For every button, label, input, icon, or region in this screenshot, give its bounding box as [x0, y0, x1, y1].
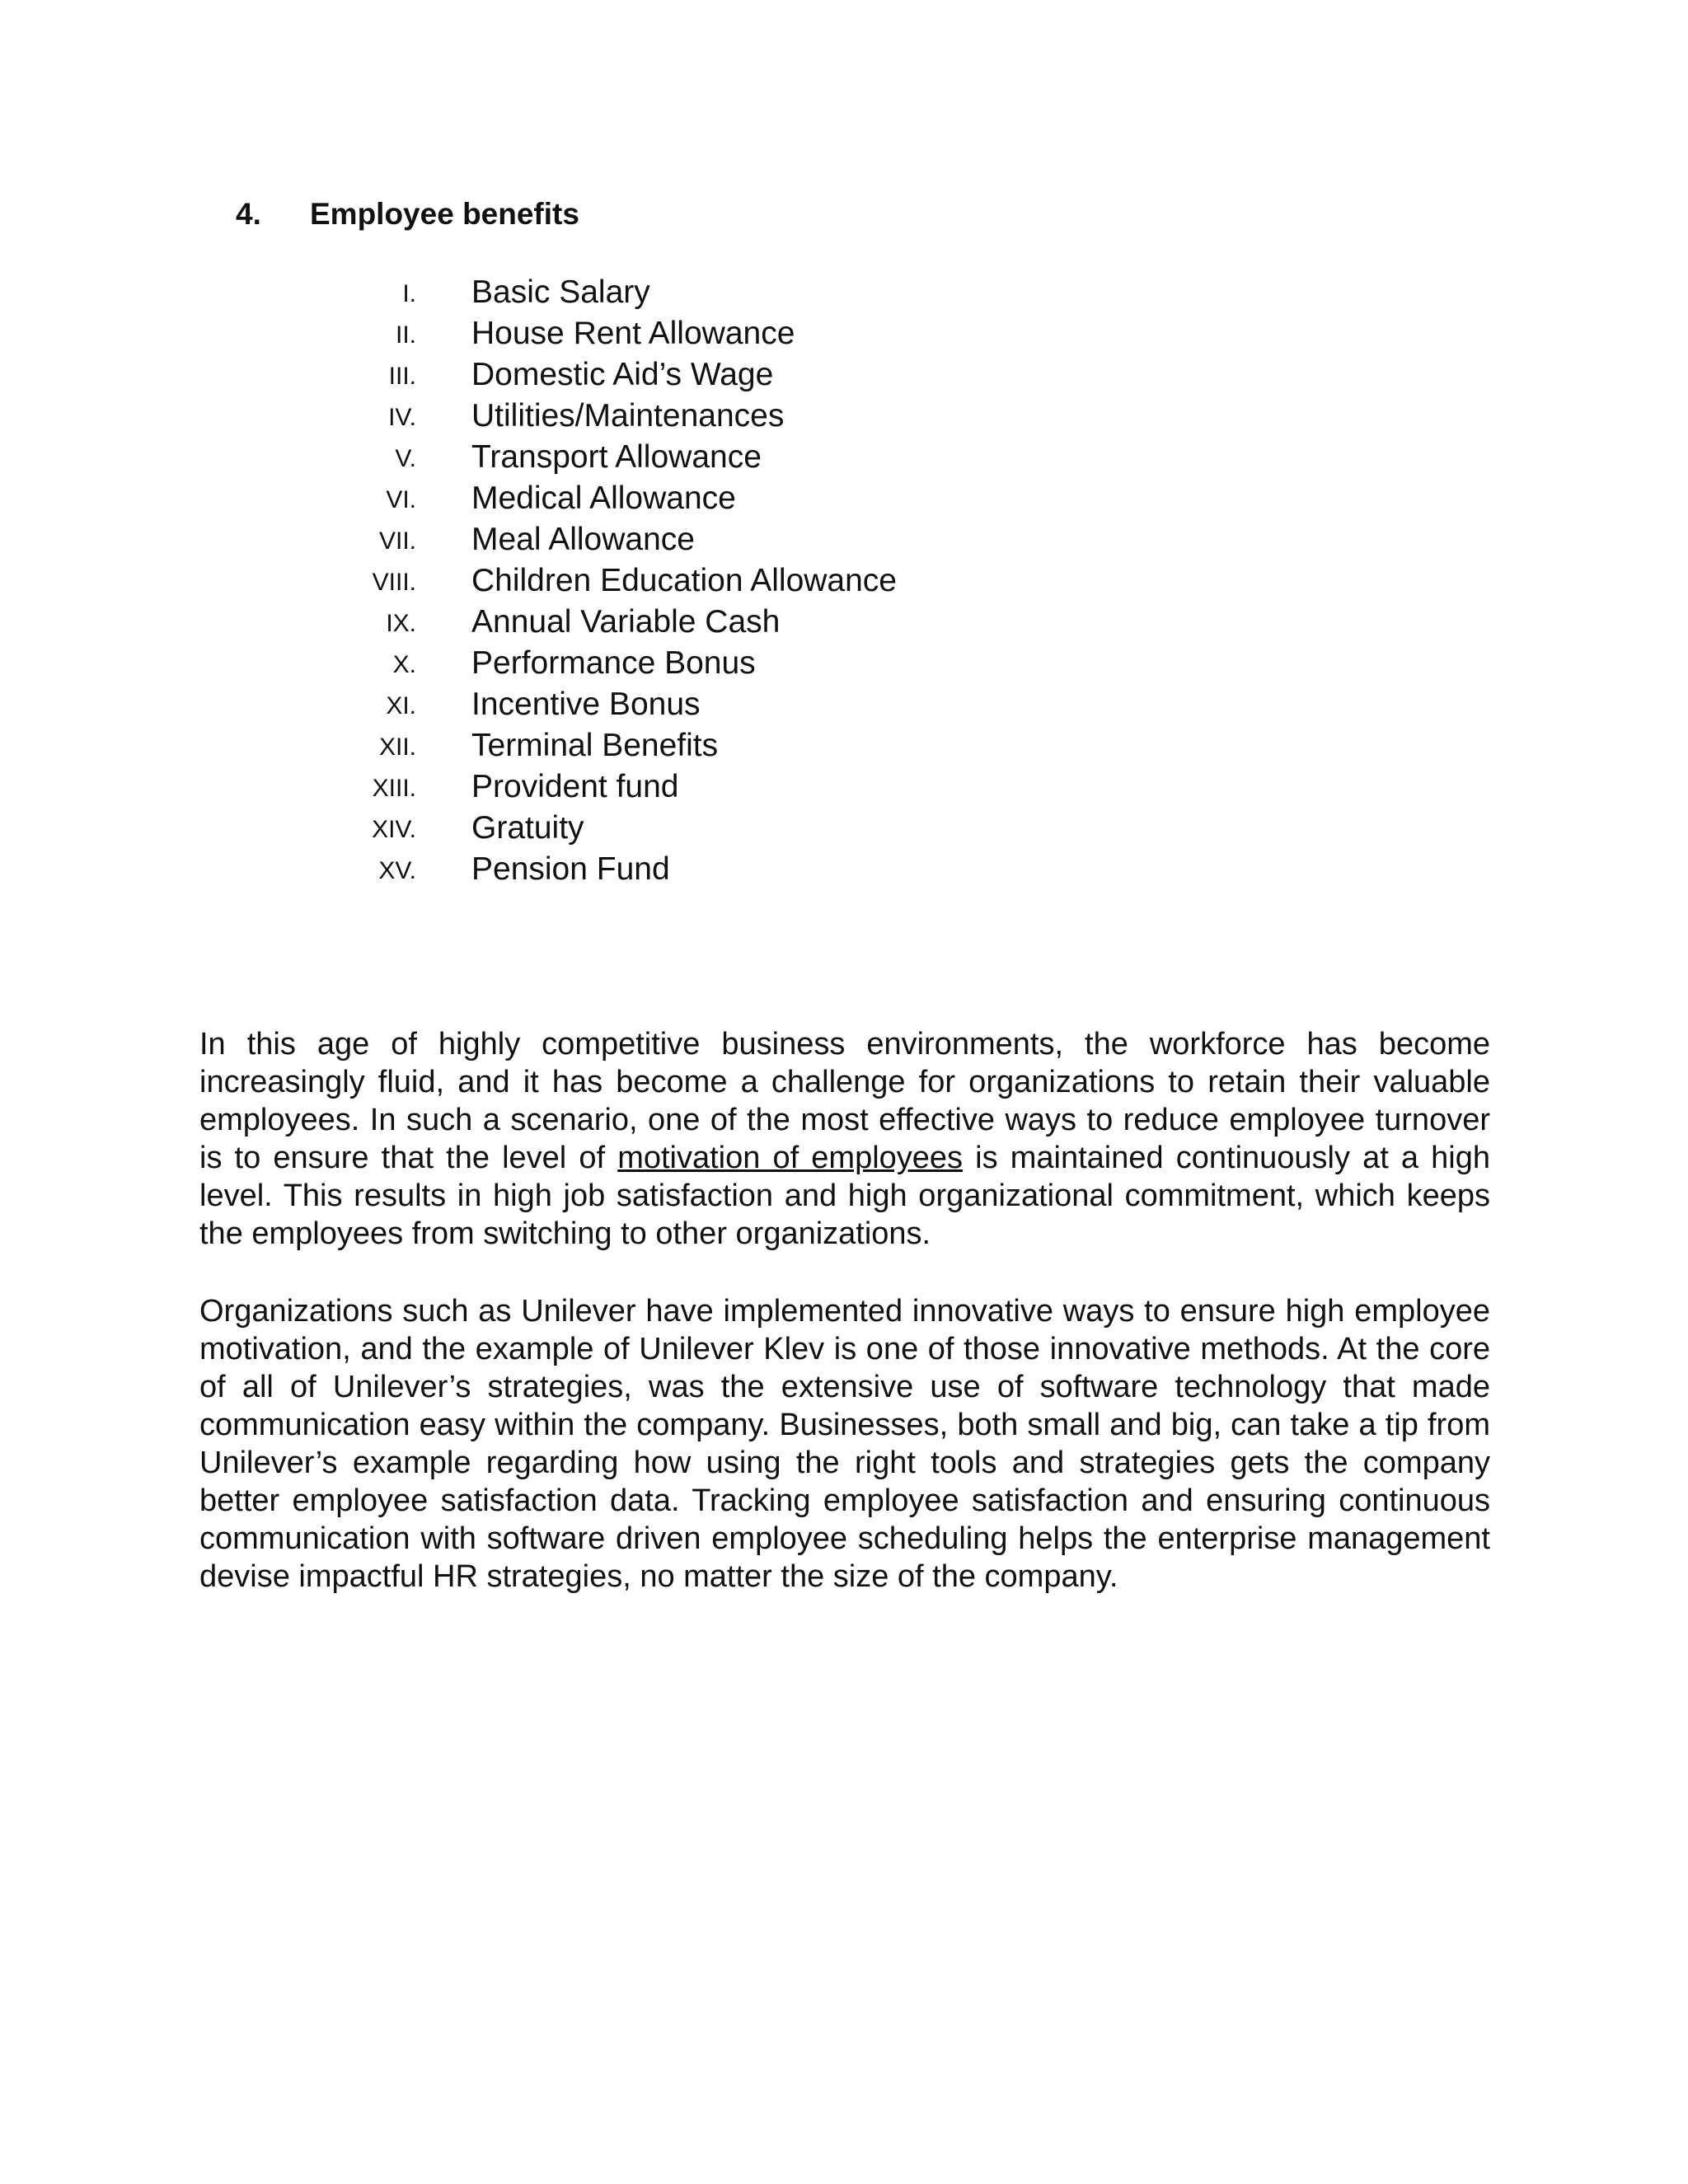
benefit-label: Performance Bonus [471, 645, 756, 681]
benefit-item [330, 437, 1071, 478]
body-paragraph-retention [199, 1025, 1490, 1253]
benefit-item [330, 313, 1071, 354]
benefit-numeral: VIII. [372, 569, 416, 596]
benefits-list [330, 272, 1071, 890]
benefit-label: Medical Allowance [471, 480, 736, 516]
benefit-label: Domestic Aid’s Wage [471, 357, 774, 392]
benefit-numeral: IX. [386, 610, 416, 637]
section-number: 4. [236, 197, 261, 231]
body-paragraph-unilever: Organizations such as Unilever have implemented innovative ways to ensure high employee motivation, and the example of Unilever Klev is one of those innovative methods. At the core of all of Unilever’s strategies, was the extensive use of software technology that made communication easy within the company. Businesses, both small and big, can take a tip from Unilever’s example regarding how using the right tools and strategies gets the company better employee satisfaction data. Tracking employee satisfaction and ensuring continuous communication with software driven employee scheduling helps the enterprise management devise impactful HR strategies, no matter the size of the company. [199, 1294, 1490, 1594]
benefit-label: Gratuity [471, 810, 584, 846]
benefit-item [330, 519, 1071, 560]
benefit-numeral: IV. [388, 404, 416, 431]
benefit-label: Children Education Allowance [471, 563, 897, 598]
benefit-item [330, 272, 1071, 313]
benefit-item [330, 643, 1071, 684]
benefit-label: Incentive Bonus [471, 687, 701, 722]
benefit-item [330, 684, 1071, 725]
benefit-label: House Rent Allowance [471, 316, 795, 351]
benefit-label: Meal Allowance [471, 522, 695, 557]
benefit-label: Annual Variable Cash [471, 604, 781, 640]
section-title: Employee benefits [310, 197, 579, 231]
benefit-item [330, 849, 1071, 890]
benefit-item [330, 602, 1071, 643]
benefit-numeral: VI. [386, 486, 416, 513]
benefit-numeral: XIV. [372, 816, 416, 843]
benefit-label: Transport Allowance [471, 439, 762, 475]
benefit-numeral: XII. [378, 733, 416, 761]
benefit-numeral: II. [395, 321, 416, 349]
section-heading [236, 191, 579, 237]
benefit-numeral: XI. [386, 692, 416, 719]
paragraph-text: In this age of highly competitive business environments, the workforce has become increasingly fluid, and it has become a challenge for organizations to retain their valuable employees. In such a scenario, one of the most effective ways to reduce employee turnover is to ensure that the level of [199, 1027, 1490, 1175]
benefit-label: Utilities/Maintenances [471, 398, 785, 434]
benefit-numeral: X. [392, 651, 416, 678]
motivation-link[interactable]: motivation of employees [617, 1141, 964, 1175]
benefit-label: Provident fund [471, 769, 679, 804]
paragraph-text: is maintained continuously at a high level. This results in high job satisfaction and high organizational commitment, which keeps the employees from switching to other organizations. [199, 1141, 1491, 1251]
benefit-numeral: VII. [378, 527, 416, 555]
benefit-numeral: XV. [378, 857, 416, 884]
benefit-label: Basic Salary [471, 274, 650, 310]
benefit-item [330, 725, 1071, 766]
benefit-item [330, 396, 1071, 437]
benefit-label: Pension Fund [471, 851, 670, 887]
benefit-item [330, 766, 1071, 808]
benefit-item [330, 808, 1071, 849]
benefit-numeral: V. [395, 445, 416, 472]
benefit-label: Terminal Benefits [471, 728, 719, 763]
benefit-numeral: XIII. [372, 775, 416, 802]
benefit-item [330, 354, 1071, 396]
benefit-numeral: III. [388, 363, 416, 390]
benefit-item [330, 478, 1071, 519]
benefit-item [330, 560, 1071, 602]
benefit-numeral: I. [402, 280, 416, 307]
